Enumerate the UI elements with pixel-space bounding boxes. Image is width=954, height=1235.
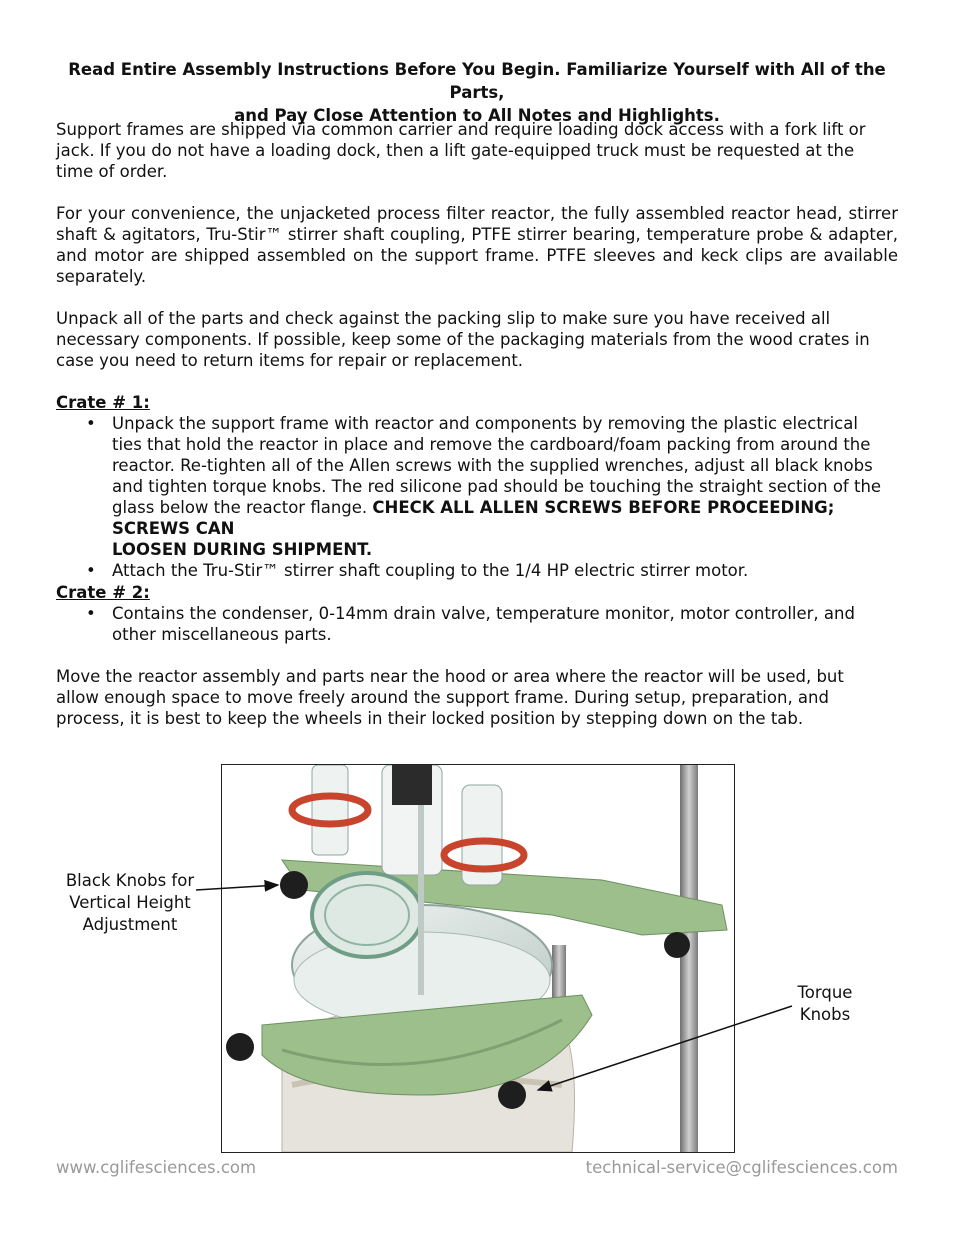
text-line: Black Knobs for bbox=[65, 871, 195, 890]
text-line: Contains the condenser, 0-14mm drain valve, temperature monitor, motor controller, and bbox=[112, 604, 855, 623]
bullet-icon: • bbox=[86, 414, 96, 433]
text-line: ties that hold the reactor in place and remove the cardboard/foam packing from around the bbox=[112, 435, 871, 454]
unpack-paragraph bbox=[56, 308, 898, 371]
text-line: time of order. bbox=[56, 162, 168, 181]
crate-2-list bbox=[56, 603, 898, 645]
crate-1-list bbox=[56, 413, 898, 581]
text-line: Unpack all of the parts and check against the packing slip to make sure you have received all bbox=[56, 309, 831, 328]
text-line: other miscellaneous parts. bbox=[112, 625, 332, 644]
text-line: case you need to return items for repair or replacement. bbox=[56, 351, 524, 370]
shipping-paragraph bbox=[56, 119, 898, 182]
warning-text: CHECK ALL ALLEN SCREWS BEFORE PROCEEDING; SCREWS CAN bbox=[112, 498, 835, 538]
callout-black-knobs bbox=[62, 870, 198, 936]
callout-torque-knobs bbox=[786, 982, 864, 1026]
warning-text: LOOSEN DURING SHIPMENT. bbox=[112, 540, 373, 559]
footer-email[interactable]: technical-service@cglifesciences.com bbox=[585, 1158, 898, 1177]
instructions-heading bbox=[56, 58, 898, 127]
stirrer-shaft bbox=[418, 805, 424, 995]
text-line: Move the reactor assembly and parts near the hood or area where the reactor will be used, but bbox=[56, 667, 844, 686]
text-line bbox=[112, 497, 898, 539]
move-paragraph bbox=[56, 666, 898, 729]
text-line: Unpack the support frame with reactor and components by removing the plastic electrical bbox=[112, 414, 858, 433]
text-line: jack. If you do not have a loading dock, then a lift gate-equipped truck must be requested at the bbox=[56, 141, 855, 160]
heading-line-2: and Pay Close Attention to All Notes and Highlights. bbox=[234, 106, 720, 125]
text-span: glass below the reactor flange. bbox=[112, 498, 373, 517]
support-rod bbox=[680, 765, 698, 1152]
convenience-paragraph: For your convenience, the unjacketed process filter reactor, the fully assembled reactor head, stirrer shaft & agitators, Tru-Stir™ stirrer shaft coupling, PTFE stirrer bearing, temperature probe & adapter, and motor are shipped assembled on the support frame. PTFE sleeves and keck clips are available separately. bbox=[56, 204, 898, 286]
text-line: Attach the Tru-Stir™ stirrer shaft coupling to the 1/4 HP electric stirrer motor. bbox=[112, 561, 749, 580]
text-line: Adjustment bbox=[82, 915, 178, 934]
list-item bbox=[56, 560, 898, 581]
text-line: and tighten torque knobs. The red silicone pad should be touching the straight section of the bbox=[112, 477, 882, 496]
black-knob bbox=[498, 1081, 526, 1109]
text-line: Support frames are shipped via common carrier and require loading dock access with a fork lift or bbox=[56, 120, 866, 139]
crate-1-title: Crate # 1: bbox=[56, 393, 150, 412]
bullet-icon: • bbox=[86, 604, 96, 623]
black-knob bbox=[280, 871, 308, 899]
black-knob bbox=[664, 932, 690, 958]
heading-line-1: Read Entire Assembly Instructions Before You Begin. Familiarize Yourself with All of the Parts, bbox=[68, 60, 886, 102]
text-line: Torque bbox=[797, 983, 853, 1002]
text-line: Knobs bbox=[799, 1005, 851, 1024]
crate-2-title: Crate # 2: bbox=[56, 583, 150, 602]
text-line: Vertical Height bbox=[69, 893, 191, 912]
black-knob bbox=[226, 1033, 254, 1061]
text-line: reactor. Re-tighten all of the Allen screws with the supplied wrenches, adjust all black knobs bbox=[112, 456, 873, 475]
stirrer-coupling bbox=[392, 765, 432, 805]
bullet-icon: • bbox=[86, 561, 96, 580]
text-line: necessary components. If possible, keep some of the packaging materials from the wood crates in bbox=[56, 330, 870, 349]
glass-neck bbox=[312, 765, 348, 855]
reactor-photo bbox=[221, 764, 735, 1153]
list-item bbox=[56, 413, 898, 560]
reactor-illustration bbox=[222, 765, 734, 1152]
footer-website[interactable]: www.cglifesciences.com bbox=[56, 1158, 257, 1177]
list-item bbox=[56, 603, 898, 645]
text-line: allow enough space to move freely around the support frame. During setup, preparation, and bbox=[56, 688, 829, 707]
text-line: process, it is best to keep the wheels in their locked position by stepping down on the tab. bbox=[56, 709, 804, 728]
